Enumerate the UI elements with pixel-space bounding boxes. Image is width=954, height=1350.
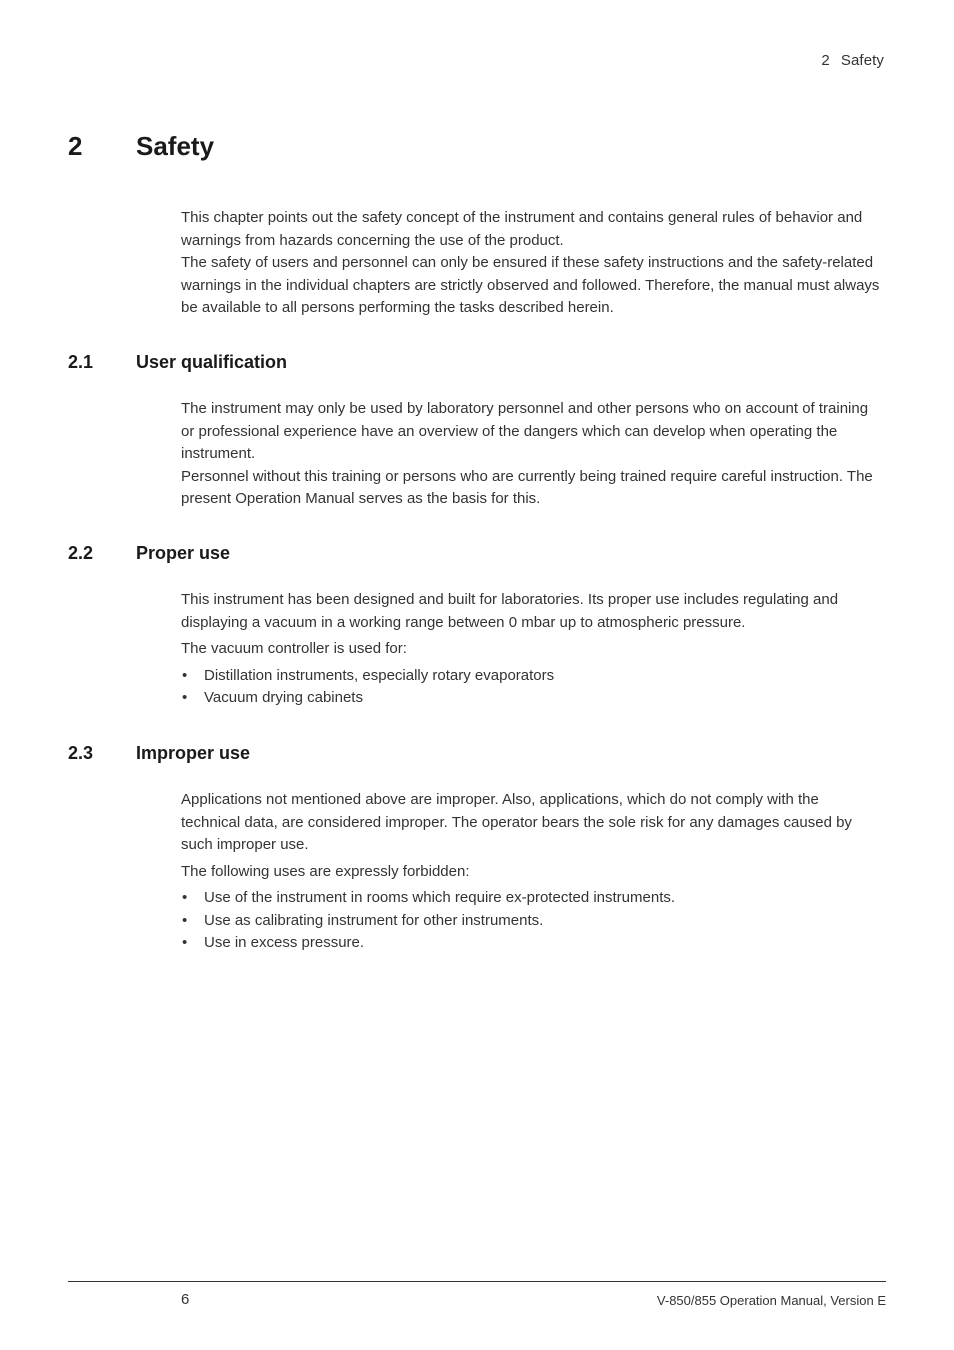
section-number: 2.2 [68,543,94,563]
list-item [181,887,881,909]
intro-paragraph-2: The safety of users and personnel can only be ensured if these safety instructions and the safety-related warnings in the individual chapters are strictly observed and followed. Therefore, the manual must always be available to all persons performing the tasks described herein. [181,254,880,317]
list-item [181,910,881,932]
footer-divider [68,1281,886,1282]
bullet-icon: • [182,889,188,907]
intro-text [181,207,881,320]
section-body-user-qualification [181,398,881,511]
bullet-list [181,887,881,954]
section-heading-user-qualification [68,352,287,373]
running-header [821,52,884,69]
list-item [181,687,881,709]
paragraph: Applications not mentioned above are improper. Also, applications, which do not comply with the technical data, are considered improper. The operator bears the sole risk for any damages caused by such improper use. [181,791,852,854]
list-item-text: Distillation instruments, especially rotary evaporators [204,666,555,684]
list-item-text: Use in excess pressure. [204,934,365,952]
section-title: Improper use [136,743,251,763]
intro-paragraph-1: This chapter points out the safety concept of the instrument and contains general rules of behavior and warnings from hazards concerning the use of the product. [181,209,863,249]
section-number: 2.1 [68,352,94,372]
chapter-title-text: Safety [136,131,215,161]
paragraph: The following uses are expressly forbidden: [181,862,470,880]
section-heading-proper-use [68,543,230,564]
paragraph: This instrument has been designed and built for laboratories. Its proper use includes regulating and displaying a vacuum in a working range between 0 mbar up to atmospheric pressure. [181,591,839,631]
section-body-proper-use [181,589,881,710]
bullet-icon: • [182,934,188,952]
list-item [181,932,881,954]
page-number: 6 [181,1291,190,1308]
running-header-chapter-number: 2 [821,52,830,69]
bullet-icon: • [182,666,188,684]
paragraph: Personnel without this training or persons who are currently being trained require careful instruction. The present Operation Manual serves as the basis for this. [181,467,873,508]
paragraph: The vacuum controller is used for: [181,640,407,658]
section-body-improper-use [181,789,881,955]
section-title: Proper use [136,543,231,563]
section-heading-improper-use [68,743,250,764]
chapter-number: 2 [68,131,83,161]
paragraph: The instrument may only be used by laboratory personnel and other persons who on account of training or professional experience have an overview of the dangers which can develop when operating the instrument. [181,400,869,463]
bullet-icon: • [182,911,188,929]
list-item-text: Use as calibrating instrument for other instruments. [204,911,544,929]
section-title: User qualification [136,352,288,372]
list-item-text: Use of the instrument in rooms which require ex-protected instruments. [204,889,676,907]
bullet-list [181,665,881,710]
list-item-text: Vacuum drying cabinets [204,689,363,707]
running-header-chapter-title: Safety [840,52,884,69]
section-number: 2.3 [68,743,94,763]
chapter-title [68,131,214,162]
footer-document-title: V-850/855 Operation Manual, Version E [656,1293,886,1308]
bullet-icon: • [182,689,188,707]
list-item [181,665,881,687]
